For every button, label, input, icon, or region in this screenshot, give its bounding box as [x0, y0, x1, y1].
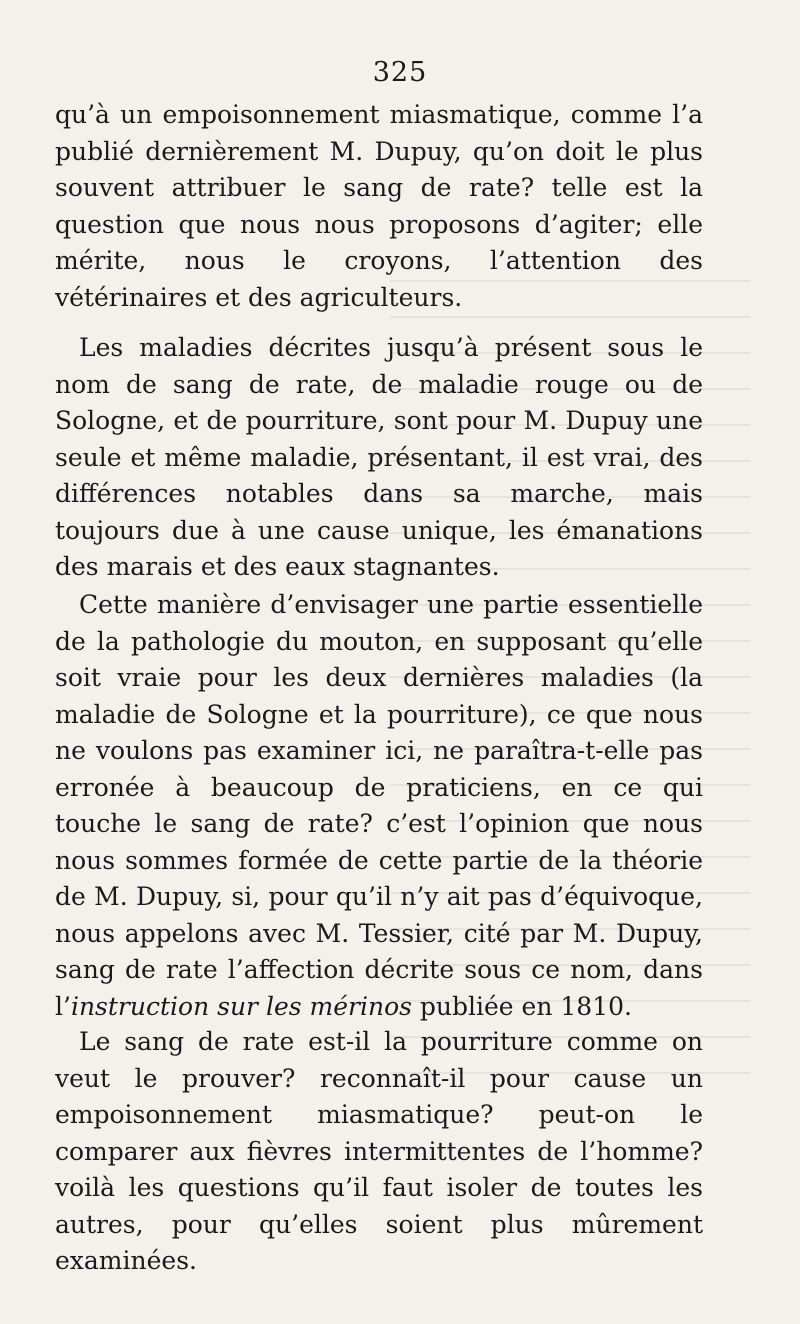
paragraph-3-text-before: Cette manière d’envisager une partie essentielle de la pathologie du mouton, en supposant qu’elle soit vraie pour les deux dernières maladies (la maladie de Sologne et la pourriture), ce que nous ne voulons pas examiner ici, ne paraîtra-t-elle pas erronée à beaucoup de praticiens, en ce qui touche le sang de rate? c’est l’opinion que nous nous sommes formée de cette partie de la théorie de M. Dupuy, si, pour qu’il n’y ait pas d’équivoque, nous appelons avec M. Tessier, cité par M. Dupuy, sang de rate l’affection décrite sous ce nom, dans l’ — [55, 590, 703, 1021]
paragraph-2 — [55, 330, 703, 586]
paragraph-4-text: Le sang de rate est-il la pourriture comme on veut le prouver? reconnaît-il pour cause un empoisonnement miasmatique? peut-on le comparer aux fièvres intermittentes de l’homme? voilà les questions qu’il faut isoler de toutes les autres, pour qu’elles soient plus mûrement examinées. — [55, 1027, 703, 1275]
paragraph-1 — [55, 97, 703, 316]
paragraph-4 — [55, 1024, 703, 1280]
paragraph-1-text: qu’à un empoisonnement miasmatique, comme l’a publié dernièrement M. Dupuy, qu’on doit le plus souvent attribuer le sang de rate? telle est la question que nous nous proposons d’agiter; elle mérite, nous le croyons, l’attention des vétérinaires et des agriculteurs. — [55, 100, 703, 312]
paragraph-3-italic-title: instruction sur les mérinos — [70, 991, 412, 1021]
paragraph-3 — [55, 587, 703, 1025]
paragraph-3-text — [55, 587, 703, 1025]
paragraph-3-text-after: publiée en 1810. — [411, 991, 632, 1021]
page-number: 325 — [372, 57, 428, 88]
paragraph-2-text: Les maladies décrites jusqu’à présent sous le nom de sang de rate, de maladie rouge ou de Sologne, et de pourriture, sont pour M. Dupuy une seule et même maladie, présentant, il est vrai, des différences notables dans sa marche, mais toujours due à une cause unique, les émanations des marais et des eaux stagnantes. — [55, 333, 703, 581]
